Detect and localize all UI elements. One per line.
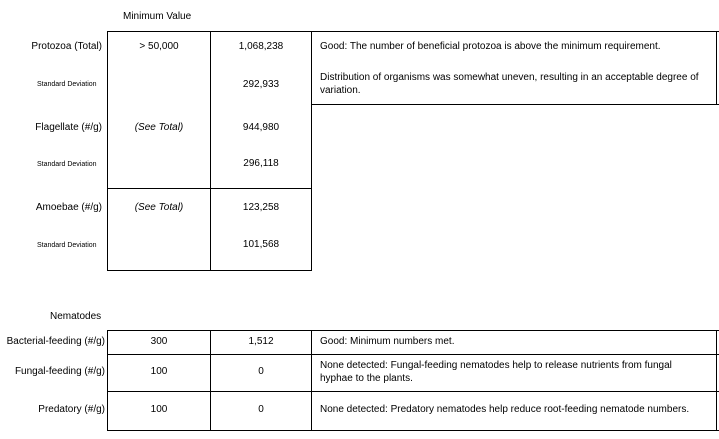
fungal-feeding-minimum: 100 <box>150 366 168 377</box>
fungal-feeding-label: Fungal-feeding (#/g) <box>14 366 105 377</box>
flagellate-sd-label: Standard Deviation <box>37 161 97 168</box>
fungal-feeding-value: 0 <box>258 366 264 377</box>
protozoa-total-sd-label: Standard Deviation <box>37 81 97 88</box>
protozoa-total-label: Protozoa (Total) <box>31 41 102 52</box>
bacterial-feeding-minimum: 300 <box>150 336 168 347</box>
amoebae-value: 123,258 <box>242 202 280 213</box>
flagellate-value: 944,980 <box>242 122 280 133</box>
fungal-feeding-comment: None detected: Fungal-feeding nematodes help to release nutrients from fungal hyphae to the plants. <box>320 360 672 384</box>
protozoa-total-sd-comment: Distribution of organisms was somewhat uneven, resulting in an acceptable degree of variation. <box>320 72 699 96</box>
flagellate-minimum: (See Total) <box>134 122 184 133</box>
bacterial-feeding-label: Bacterial-feeding (#/g) <box>6 336 105 347</box>
flagellate-label: Flagellate (#/g) <box>35 122 102 133</box>
amoebae-sd-label: Standard Deviation <box>37 242 97 249</box>
protozoa-total-comment: Good: The number of beneficial protozoa is above the minimum requirement. <box>320 41 661 52</box>
bacterial-feeding-comment: Good: Minimum numbers met. <box>320 336 455 347</box>
protozoa-total-sd-value: 292,933 <box>242 79 280 90</box>
protozoa-total-value: 1,068,238 <box>238 41 284 52</box>
amoebae-minimum: (See Total) <box>134 202 184 213</box>
predatory-minimum: 100 <box>150 404 168 415</box>
flagellate-sd-value: 296,118 <box>243 158 279 169</box>
predatory-value: 0 <box>258 404 264 415</box>
minimum-value-header: Minimum Value <box>123 11 192 22</box>
bacterial-feeding-value: 1,512 <box>248 336 274 347</box>
predatory-label: Predatory (#/g) <box>38 404 105 415</box>
amoebae-label: Amoebae (#/g) <box>35 202 102 213</box>
predatory-comment: None detected: Predatory nematodes help reduce root-feeding nematode numbers. <box>320 404 690 415</box>
amoebae-sd-value: 101,568 <box>242 239 280 250</box>
nematodes-title: Nematodes <box>50 311 102 322</box>
protozoa-total-minimum: > 50,000 <box>139 41 179 52</box>
